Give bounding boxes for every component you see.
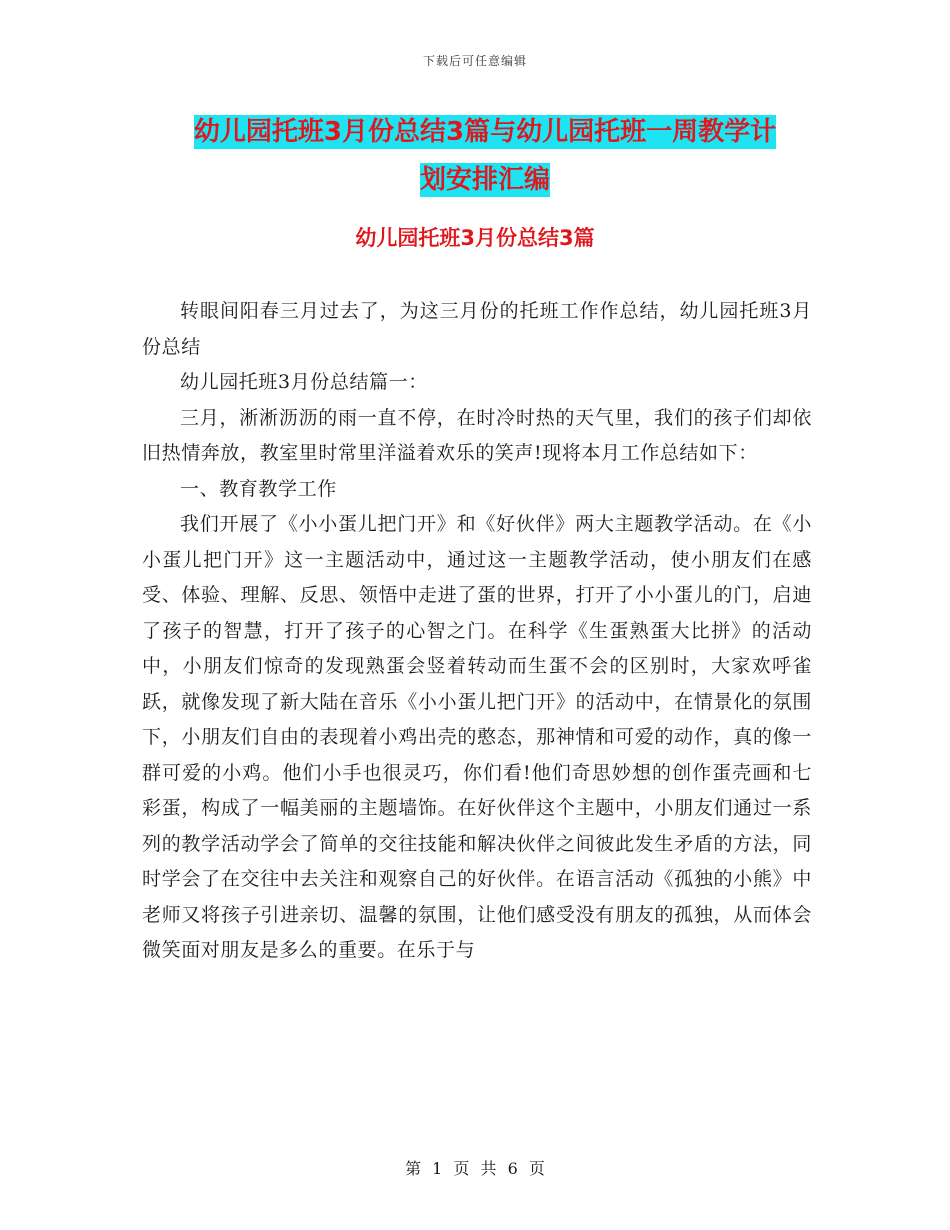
- paragraph-heading-teaching-work: 一、教育教学工作: [180, 477, 337, 500]
- page-number: 第 1 页 共 6 页: [405, 1159, 545, 1178]
- document-title-line-1: 幼儿园托班3月份总结3篇与幼儿园托班一周教学计: [193, 117, 777, 147]
- paragraph-heading-part-one: 幼儿园托班3月份总结篇一：: [180, 371, 428, 393]
- document-title: [150, 108, 820, 204]
- paragraph-teaching-activities: 我们开展了《小小蛋儿把门开》和《好伙伴》两大主题教学活动。在《小小蛋儿把门开》这一主题活动中，通过这一主题教学活动，使小朋友们在感受、体验、理解、反思、领悟中走进了蛋的世界，打开了小小蛋儿的门，启迪了孩子的智慧，打开了孩子的心智之门。在科学《生蛋熟蛋大比拼》的活动中，小朋友们惊奇的发现熟蛋会竖着转动而生蛋不会的区别时，大家欢呼雀跃，就像发现了新大陆在音乐《小小蛋儿把门开》的活动中，在情景化的氛围下，小朋友们自由的表现着小鸡出壳的憨态，那神情和可爱的动作，真的像一群可爱的小鸡。他们小手也很灵巧，你们看!他们奇思妙想的创作蛋壳画和七彩蛋，构成了一幅美丽的主题墙饰。在好伙伴这个主题中，小朋友们通过一系列的教学活动学会了简单的交往技能和解决伙伴之间彼此发生矛盾的方法，同时学会了在交往中去关注和观察自己的好伙伴。在语言活动《孤独的小熊》中老师又将孩子引进亲切、温馨的氛围，让他们感受没有朋友的孤独，从而体会微笑面对朋友是多么的重要。在乐于与: [142, 513, 812, 961]
- paragraph-intro: 转眼间阳春三月过去了，为这三月份的托班工作作总结，幼儿园托班3月份总结: [142, 300, 812, 358]
- page-header-note: 下载后可任意编辑: [422, 54, 527, 68]
- section-title: 幼儿园托班3月份总结3篇: [355, 226, 595, 250]
- document-body: [142, 294, 812, 969]
- document-title-line-2: 划安排汇编: [419, 165, 550, 195]
- paragraph-march-weather: 三月，淅淅沥沥的雨一直不停，在时冷时热的天气里，我们的孩子们却依旧热情奔放，教室里时常里洋溢着欢乐的笑声!现将本月工作总结如下：: [142, 406, 812, 464]
